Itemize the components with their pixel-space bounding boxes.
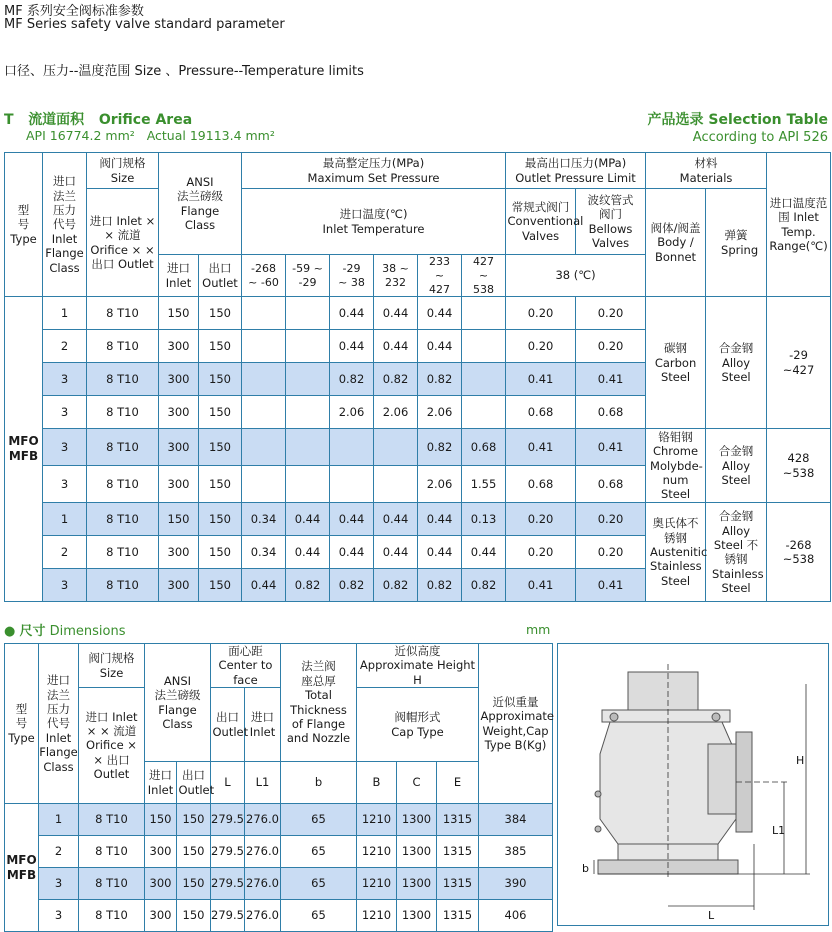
t1-temp-range: 428 ~538	[767, 429, 831, 503]
t2-b: 65	[281, 836, 357, 868]
t1-h-temp-3: -29 ~ 38	[330, 255, 374, 297]
t2-w: 390	[479, 868, 553, 900]
t1-h-temp-1: -268 ~ -60	[242, 255, 286, 297]
t1-conv: 0.68	[506, 466, 576, 503]
t2-h-type: 型号 Type	[5, 644, 39, 804]
t1-conv: 0.20	[506, 503, 576, 536]
t1-outlet: 150	[199, 503, 242, 536]
dimensions-heading	[4, 620, 126, 639]
t2-h-cap: 阀帽形式 Cap Type	[357, 688, 479, 762]
t1-temp-3	[330, 466, 374, 503]
t1-temp-6	[462, 297, 506, 330]
t1-h-range: 进口温度范围 Inlet Temp. Range(℃)	[767, 153, 831, 297]
t1-h-size-desc: 进口 Inlet × × 流道 Orifice × × 出口 Outlet	[87, 189, 159, 297]
t2-c: 3	[39, 900, 79, 932]
t1-h-in: 进口 Inlet	[159, 255, 199, 297]
selection-heading	[647, 109, 828, 129]
t1-temp-2	[286, 396, 330, 429]
t2-L1: 276.0	[245, 804, 281, 836]
table-row	[5, 503, 831, 536]
t1-h-temp-5: 233 ~ 427	[418, 255, 462, 297]
t1-class: 3	[43, 363, 87, 396]
t1-inlet: 300	[159, 363, 199, 396]
dimensions-label-en: Dimensions	[49, 624, 126, 639]
t2-E: 1315	[437, 836, 479, 868]
doc-subtitle: 口径、压力--温度范围 Size 、Pressure--Temperature limits	[4, 64, 364, 79]
t1-temp-2: 0.44	[286, 503, 330, 536]
table-row	[5, 297, 831, 330]
t2-h-ctf: 面心距 Center to face	[211, 644, 281, 688]
dim-H-label: H	[796, 754, 805, 767]
t2-b: 65	[281, 900, 357, 932]
t2-type-cell: MFO MFB	[5, 804, 39, 932]
t1-outlet: 150	[199, 429, 242, 466]
t1-bellows: 0.41	[576, 429, 646, 466]
t1-class: 3	[43, 466, 87, 503]
t1-temp-5: 0.44	[418, 503, 462, 536]
t2-h-in2: 进口 Inlet	[245, 688, 281, 762]
t1-bellows: 0.20	[576, 503, 646, 536]
t1-bellows: 0.20	[576, 536, 646, 569]
orifice-areas	[26, 128, 275, 143]
t1-temp-2	[286, 330, 330, 363]
t2-B: 1210	[357, 804, 397, 836]
t2-o: 150	[177, 804, 211, 836]
t1-inlet: 300	[159, 429, 199, 466]
t1-temp-4	[374, 466, 418, 503]
t2-L: 279.5	[211, 836, 245, 868]
t1-outlet: 150	[199, 466, 242, 503]
t2-h-C: C	[397, 762, 437, 804]
t1-conv: 0.41	[506, 363, 576, 396]
t1-conv: 0.20	[506, 536, 576, 569]
t1-size: 8 T10	[87, 396, 159, 429]
t1-size: 8 T10	[87, 569, 159, 602]
t2-h-size-desc: 进口 Inlet × × 流道 Orifice × × 出口 Outlet	[79, 688, 145, 804]
t1-class: 2	[43, 330, 87, 363]
t2-h-inlet: 进口法兰压力代号 Inlet Flange Class	[39, 644, 79, 804]
t2-i: 300	[145, 868, 177, 900]
t1-temp-2: 0.82	[286, 569, 330, 602]
t1-temp-6	[462, 396, 506, 429]
t1-temp-6: 0.44	[462, 536, 506, 569]
t1-h-size: 阀门规格 Size	[87, 153, 159, 189]
t1-bellows: 0.41	[576, 363, 646, 396]
t1-outlet: 150	[199, 569, 242, 602]
dimensions-unit: mm	[526, 622, 551, 637]
t1-h-bellows: 波纹管式阀门 Bellows Valves	[576, 189, 646, 255]
table-row	[5, 429, 831, 466]
t2-h-weight: 近似重量 Approximate Weight,Cap Type B(Kg)	[479, 644, 553, 804]
t1-class: 1	[43, 503, 87, 536]
selection-note: According to API 526	[692, 130, 828, 145]
t1-class: 3	[43, 429, 87, 466]
t2-h-L1: L1	[245, 762, 281, 804]
t1-bellows: 0.20	[576, 297, 646, 330]
t2-o: 150	[177, 868, 211, 900]
t2-B: 1210	[357, 868, 397, 900]
t2-s: 8 T10	[79, 900, 145, 932]
t2-B: 1210	[357, 900, 397, 932]
t1-temp-5: 0.82	[418, 429, 462, 466]
t1-conv: 0.41	[506, 429, 576, 466]
t1-temp-4: 0.44	[374, 503, 418, 536]
t1-temp-1: 0.34	[242, 536, 286, 569]
t1-inlet: 300	[159, 330, 199, 363]
t2-C: 1300	[397, 804, 437, 836]
table-row	[5, 900, 553, 932]
dimensions-label-cn: 尺寸	[19, 624, 46, 639]
t1-temp-1	[242, 330, 286, 363]
t2-B: 1210	[357, 836, 397, 868]
t1-temp-3	[330, 429, 374, 466]
t2-s: 8 T10	[79, 868, 145, 900]
t1-temp-4: 0.44	[374, 297, 418, 330]
t1-temp-2	[286, 363, 330, 396]
t1-type-cell: MFO MFB	[5, 297, 43, 602]
t1-spring-material: 合金钢 Alloy Steel 不锈钢 Stainless Steel	[706, 503, 767, 602]
t1-temp-6: 0.68	[462, 429, 506, 466]
t1-temp-3: 0.82	[330, 569, 374, 602]
t2-w: 384	[479, 804, 553, 836]
t1-h-ansi: ANSI 法兰磅级 Flange Class	[159, 153, 242, 255]
t2-L: 279.5	[211, 900, 245, 932]
t1-temp-3: 0.44	[330, 503, 374, 536]
t1-body-material: 铬钼钢 Chrome Molybde-num Steel	[646, 429, 706, 503]
t1-temp-3: 0.44	[330, 330, 374, 363]
t1-temp-5: 0.44	[418, 536, 462, 569]
t1-h-temp-4: 38 ~ 232	[374, 255, 418, 297]
t2-i: 300	[145, 836, 177, 868]
t1-temp-3: 0.82	[330, 363, 374, 396]
t1-temp-5: 0.82	[418, 363, 462, 396]
t1-h-intemp: 进口温度(℃) Inlet Temperature	[242, 189, 506, 255]
t2-h-out: 出口 Outlet	[177, 762, 211, 804]
t1-bellows: 0.41	[576, 569, 646, 602]
t2-c: 1	[39, 804, 79, 836]
selection-label-en: Selection Table	[708, 112, 828, 128]
t2-h-ansi: ANSI 法兰磅级 Flange Class	[145, 644, 211, 762]
t1-h-outlet: 最高出口压力(MPa) Outlet Pressure Limit	[506, 153, 646, 189]
orifice-label-en: Orifice Area	[98, 112, 193, 128]
t2-L1: 276.0	[245, 900, 281, 932]
t1-temp-4	[374, 429, 418, 466]
t2-i: 300	[145, 900, 177, 932]
t1-temp-5: 0.82	[418, 569, 462, 602]
t2-L1: 276.0	[245, 836, 281, 868]
t1-class: 2	[43, 536, 87, 569]
t1-temp-1: 0.44	[242, 569, 286, 602]
t2-h-b: b	[281, 762, 357, 804]
t1-size: 8 T10	[87, 466, 159, 503]
t1-h-inlet: 进口法兰压力代号 Inlet Flange Class	[43, 153, 87, 297]
t1-conv: 0.41	[506, 569, 576, 602]
t2-h-B: B	[357, 762, 397, 804]
t1-inlet: 300	[159, 536, 199, 569]
t2-h-height: 近似高度 Approximate Height H	[357, 644, 479, 688]
t1-temp-2	[286, 297, 330, 330]
t1-bellows: 0.68	[576, 466, 646, 503]
t1-class: 3	[43, 569, 87, 602]
t1-h-temp-2: -59 ~ -29	[286, 255, 330, 297]
t1-temp-6: 0.82	[462, 569, 506, 602]
t2-c: 3	[39, 868, 79, 900]
t1-outlet: 150	[199, 536, 242, 569]
t1-spring-material: 合金钢 Alloy Steel	[706, 297, 767, 429]
t1-bellows: 0.20	[576, 330, 646, 363]
bullet-icon: ●	[4, 624, 16, 639]
t2-o: 150	[177, 836, 211, 868]
dim-L1-label: L1	[772, 824, 786, 837]
doc-title-cn: MF 系列安全阀标准参数	[4, 4, 144, 19]
t1-class: 3	[43, 396, 87, 429]
t1-temp-5: 0.44	[418, 330, 462, 363]
t1-temp-3: 2.06	[330, 396, 374, 429]
t1-temp-6	[462, 363, 506, 396]
t1-size: 8 T10	[87, 429, 159, 466]
t1-temp-3: 0.44	[330, 536, 374, 569]
t2-L1: 276.0	[245, 868, 281, 900]
t2-w: 406	[479, 900, 553, 932]
dim-b-label: b	[582, 862, 589, 875]
t1-bellows: 0.68	[576, 396, 646, 429]
t1-conv: 0.20	[506, 330, 576, 363]
selection-label-cn: 产品选录	[647, 112, 704, 128]
t2-E: 1315	[437, 900, 479, 932]
t1-inlet: 300	[159, 396, 199, 429]
t1-size: 8 T10	[87, 536, 159, 569]
t1-h-body: 阀体/阀盖 Body / Bonnet	[646, 189, 706, 297]
orifice-heading	[4, 109, 192, 129]
t2-h-size: 阀门规格 Size	[79, 644, 145, 688]
t1-temp-range: -268 ~538	[767, 503, 831, 602]
t1-spring-material: 合金钢 Alloy Steel	[706, 429, 767, 503]
dimensions-table	[4, 643, 553, 932]
t1-conv: 0.20	[506, 297, 576, 330]
t1-temp-range: -29 ~427	[767, 297, 831, 429]
t1-h-out: 出口 Outlet	[199, 255, 242, 297]
t1-outlet: 150	[199, 330, 242, 363]
doc-title-en: MF Series safety valve standard parameter	[4, 17, 285, 32]
t1-outlet: 150	[199, 297, 242, 330]
t1-temp-1: 0.34	[242, 503, 286, 536]
t2-c: 2	[39, 836, 79, 868]
t1-outlet: 150	[199, 396, 242, 429]
t2-w: 385	[479, 836, 553, 868]
t1-temp-1	[242, 466, 286, 503]
t1-temp-4: 0.44	[374, 536, 418, 569]
t2-C: 1300	[397, 868, 437, 900]
valve-drawing-frame	[557, 643, 829, 926]
t1-temp-1	[242, 429, 286, 466]
api-area: API 16774.2 mm²	[26, 128, 135, 143]
t1-temp-4: 0.44	[374, 330, 418, 363]
t1-inlet: 150	[159, 503, 199, 536]
t1-outlet: 150	[199, 363, 242, 396]
t1-temp-1	[242, 396, 286, 429]
t2-h-in: 进口 Inlet	[145, 762, 177, 804]
table-row	[5, 868, 553, 900]
t2-b: 65	[281, 868, 357, 900]
orifice-letter: T	[4, 112, 14, 128]
t1-temp-5: 2.06	[418, 466, 462, 503]
t1-body-material: 碳钢 Carbon Steel	[646, 297, 706, 429]
t2-i: 150	[145, 804, 177, 836]
t1-h-type: 型号 Type	[5, 153, 43, 297]
valve-drawing	[558, 644, 828, 925]
t1-size: 8 T10	[87, 363, 159, 396]
t2-C: 1300	[397, 900, 437, 932]
t1-temp-3: 0.44	[330, 297, 374, 330]
t1-inlet: 300	[159, 466, 199, 503]
t1-h-temp-6: 427 ~ 538	[462, 255, 506, 297]
t1-size: 8 T10	[87, 297, 159, 330]
t1-size: 8 T10	[87, 503, 159, 536]
t2-E: 1315	[437, 804, 479, 836]
t2-h-L: L	[211, 762, 245, 804]
t1-temp-6	[462, 330, 506, 363]
t1-temp-5: 0.44	[418, 297, 462, 330]
t1-h-conv: 常规式阀门 Conventional Valves	[506, 189, 576, 255]
t1-temp-6: 0.13	[462, 503, 506, 536]
t2-s: 8 T10	[79, 836, 145, 868]
orifice-label-cn: 流道面积	[28, 112, 85, 128]
t2-b: 65	[281, 804, 357, 836]
t2-h-out2: 出口 Outlet	[211, 688, 245, 762]
t2-h-thick: 法兰阀座总厚 Total Thickness of Flange and Nozzle	[281, 644, 357, 762]
t2-C: 1300	[397, 836, 437, 868]
t2-o: 150	[177, 900, 211, 932]
t1-temp-4: 0.82	[374, 363, 418, 396]
dim-L-label: L	[708, 909, 715, 922]
t1-h-38: 38 (℃)	[506, 255, 646, 297]
t2-s: 8 T10	[79, 804, 145, 836]
t1-temp-4: 2.06	[374, 396, 418, 429]
t1-body-material: 奥氏体不锈钢 Austenitic Stainless Steel	[646, 503, 706, 602]
t1-inlet: 300	[159, 569, 199, 602]
t1-temp-1	[242, 297, 286, 330]
t1-h-maxset: 最高整定压力(MPa) Maximum Set Pressure	[242, 153, 506, 189]
table-row	[5, 804, 553, 836]
t1-temp-5: 2.06	[418, 396, 462, 429]
t1-inlet: 150	[159, 297, 199, 330]
t1-temp-2	[286, 429, 330, 466]
t1-h-spring: 弹簧 Spring	[706, 189, 767, 297]
t1-temp-2	[286, 466, 330, 503]
t1-temp-2: 0.44	[286, 536, 330, 569]
t1-temp-1	[242, 363, 286, 396]
t1-temp-6: 1.55	[462, 466, 506, 503]
selection-table	[4, 152, 831, 602]
t2-L: 279.5	[211, 868, 245, 900]
actual-area: Actual 19113.4 mm²	[146, 128, 275, 143]
t1-temp-4: 0.82	[374, 569, 418, 602]
table-row	[5, 836, 553, 868]
t2-L: 279.5	[211, 804, 245, 836]
t1-h-materials: 材料 Materials	[646, 153, 767, 189]
t1-conv: 0.68	[506, 396, 576, 429]
t1-class: 1	[43, 297, 87, 330]
t2-E: 1315	[437, 868, 479, 900]
t2-h-E: E	[437, 762, 479, 804]
t1-size: 8 T10	[87, 330, 159, 363]
